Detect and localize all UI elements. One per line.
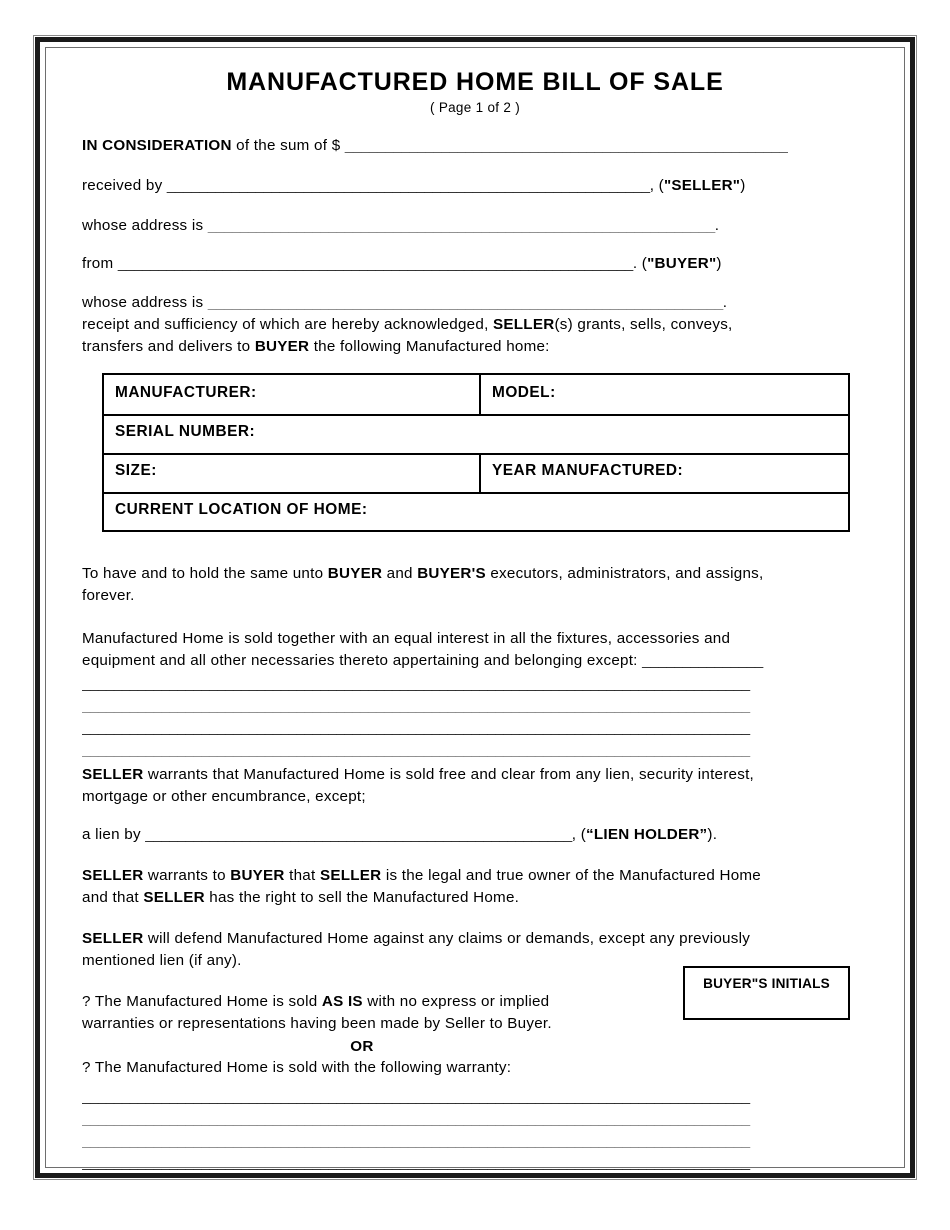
true-owner-line1 [82, 868, 761, 883]
true-owner-line2-pre: and that [82, 889, 144, 906]
warranty-option-1-line2: warranties or representations having been made by Seller to Buyer. [82, 1015, 552, 1032]
transfers-text-pre: transfers and delivers to [82, 338, 255, 355]
received-by-blank[interactable]: ____________________________________________________________ [166, 177, 650, 194]
received-by-suffix-pre: , ( [649, 177, 664, 194]
to-have-hold-line1 [82, 566, 763, 581]
warranty-option-2[interactable] [82, 1060, 511, 1075]
to-have-hold-pre: To have and to hold the same unto [82, 565, 328, 582]
fixtures-inline-blank[interactable]: _______________ [642, 652, 763, 669]
true-owner-line2 [82, 890, 519, 905]
defend-text: will defend Manufactured Home against any claims or demands, except any previously [143, 930, 751, 947]
checkbox-option-2-icon[interactable]: ? [82, 1059, 91, 1076]
fixtures-blank-1[interactable]: ____________________________________________________________________________________ [82, 675, 750, 692]
receipt-paragraph-line2 [82, 339, 550, 354]
seller-address-suffix: . [714, 217, 720, 234]
or-separator-label: OR [350, 1038, 374, 1055]
transfers-text-post: the following Manufactured home: [309, 338, 550, 355]
buyer-address-label: whose address is [82, 294, 208, 311]
fixtures-line2-text: equipment and all other necessaries thereto appertaining and belonging except: [82, 652, 643, 669]
seller-address-label: whose address is [82, 217, 208, 234]
table-label-serial-number: SERIAL NUMBER: [115, 423, 256, 440]
fixtures-line2 [82, 653, 763, 668]
as-is-term: AS IS [321, 993, 363, 1010]
consideration-blank[interactable]: _______________________________________________________ [344, 137, 788, 154]
received-by-label: received by [82, 177, 167, 194]
buyer-address-line [82, 295, 727, 310]
buyer-initials-box[interactable] [683, 966, 850, 1020]
table-label-year-manufactured: YEAR MANUFACTURED: [492, 462, 684, 479]
from-label: from [82, 255, 118, 272]
page-subtitle: ( Page 1 of 2 ) [429, 100, 521, 115]
table-divider-2 [104, 453, 848, 455]
from-blank[interactable]: ________________________________________________________________ [117, 255, 633, 272]
consideration-line [82, 138, 787, 153]
from-suffix-post: ) [716, 255, 722, 272]
fixtures-blank-2[interactable]: ____________________________________________________________________________________ [82, 697, 750, 714]
to-have-hold-post: executors, administrators, and assigns, [485, 565, 764, 582]
true-owner-line2-post: has the right to sell the Manufactured Home. [204, 889, 520, 906]
from-suffix-pre: . ( [632, 255, 648, 272]
fixtures-blank-3[interactable]: ____________________________________________________________________________________ [82, 719, 750, 736]
received-by-suffix-post: ) [740, 177, 746, 194]
defend-seller: SELLER [82, 930, 144, 947]
defend-line2: mentioned lien (if any). [82, 952, 242, 969]
warranty-blank-2[interactable]: ____________________________________________________________________________________ [82, 1110, 750, 1127]
to-have-hold-buyers: BUYER'S [417, 565, 486, 582]
transfers-buyer-term: BUYER [254, 338, 310, 355]
table-label-model: MODEL: [492, 384, 556, 401]
home-details-table [102, 373, 850, 532]
checkbox-option-1-icon[interactable]: ? [82, 993, 91, 1010]
page-content [46, 48, 904, 1171]
buyer-initials-label: BUYER"S INITIALS [703, 976, 830, 991]
table-divider-3 [104, 492, 848, 494]
to-have-hold-line2: forever. [82, 587, 135, 604]
true-owner-seller-1: SELLER [82, 867, 144, 884]
table-label-manufacturer: MANUFACTURER: [115, 384, 257, 401]
seller-term: "SELLER" [663, 177, 741, 194]
buyer-address-blank[interactable]: ________________________________________________________________ [207, 294, 723, 311]
fixtures-blank-4[interactable]: ____________________________________________________________________________________ [82, 741, 750, 758]
lien-by-suffix-post: ). [707, 826, 718, 843]
free-clear-text: warrants that Manufactured Home is sold free and clear from any lien, security interest, [143, 766, 755, 783]
table-divider-1 [104, 414, 848, 416]
from-line [82, 256, 722, 271]
receipt-text-post: (s) grants, sells, conveys, [554, 316, 733, 333]
receipt-text-pre: receipt and sufficiency of which are hereby acknowledged, [82, 316, 494, 333]
buyer-term: "BUYER" [647, 255, 717, 272]
table-vertical-divider-1 [479, 375, 481, 414]
true-owner-mid-1: warrants to [143, 867, 231, 884]
table-label-size: SIZE: [115, 462, 157, 479]
seller-address-line [82, 218, 719, 233]
receipt-paragraph-line1 [82, 317, 733, 332]
warranty-option-1[interactable] [82, 994, 549, 1009]
fixtures-line1: Manufactured Home is sold together with an equal interest in all the fixtures, accessories and [82, 630, 731, 647]
free-clear-seller: SELLER [82, 766, 144, 783]
free-clear-line2: mortgage or other encumbrance, except; [82, 788, 366, 805]
warranty-option-2-text: The Manufactured Home is sold with the following warranty: [90, 1059, 512, 1076]
seller-address-blank[interactable]: _______________________________________________________________ [207, 217, 715, 234]
received-by-line [82, 178, 746, 193]
true-owner-mid-2: that [284, 867, 320, 884]
consideration-text: of the sum of $ [231, 137, 345, 154]
warranty-option-1-pre: The Manufactured Home is sold [90, 993, 322, 1010]
true-owner-seller-2: SELLER [319, 867, 382, 884]
buyer-address-suffix: . [722, 294, 728, 311]
lien-by-suffix-pre: , ( [571, 826, 587, 843]
warranty-blank-4[interactable]: ____________________________________________________________________________________ [82, 1154, 750, 1171]
lien-by-line [82, 827, 717, 842]
lien-by-label: a lien by [82, 826, 146, 843]
page-title: MANUFACTURED HOME BILL OF SALE [226, 68, 724, 96]
consideration-label: IN CONSIDERATION [82, 137, 232, 154]
warranty-blank-1[interactable]: ____________________________________________________________________________________ [82, 1088, 750, 1105]
to-have-hold-mid: and [382, 565, 418, 582]
receipt-seller-term: SELLER [493, 316, 555, 333]
lien-holder-term: “LIEN HOLDER” [586, 826, 708, 843]
free-clear-line1 [82, 767, 754, 782]
warranty-blank-3[interactable]: ____________________________________________________________________________________ [82, 1132, 750, 1149]
true-owner-buyer: BUYER [230, 867, 285, 884]
true-owner-seller-3: SELLER [143, 889, 205, 906]
table-vertical-divider-2 [479, 453, 481, 492]
to-have-hold-buyer: BUYER [327, 565, 383, 582]
true-owner-post: is the legal and true owner of the Manufactured Home [381, 867, 762, 884]
warranty-option-1-post: with no express or implied [362, 993, 550, 1010]
table-label-current-location: CURRENT LOCATION OF HOME: [115, 501, 368, 518]
lien-by-blank[interactable]: _____________________________________________________ [145, 826, 572, 843]
defend-line1 [82, 931, 750, 946]
